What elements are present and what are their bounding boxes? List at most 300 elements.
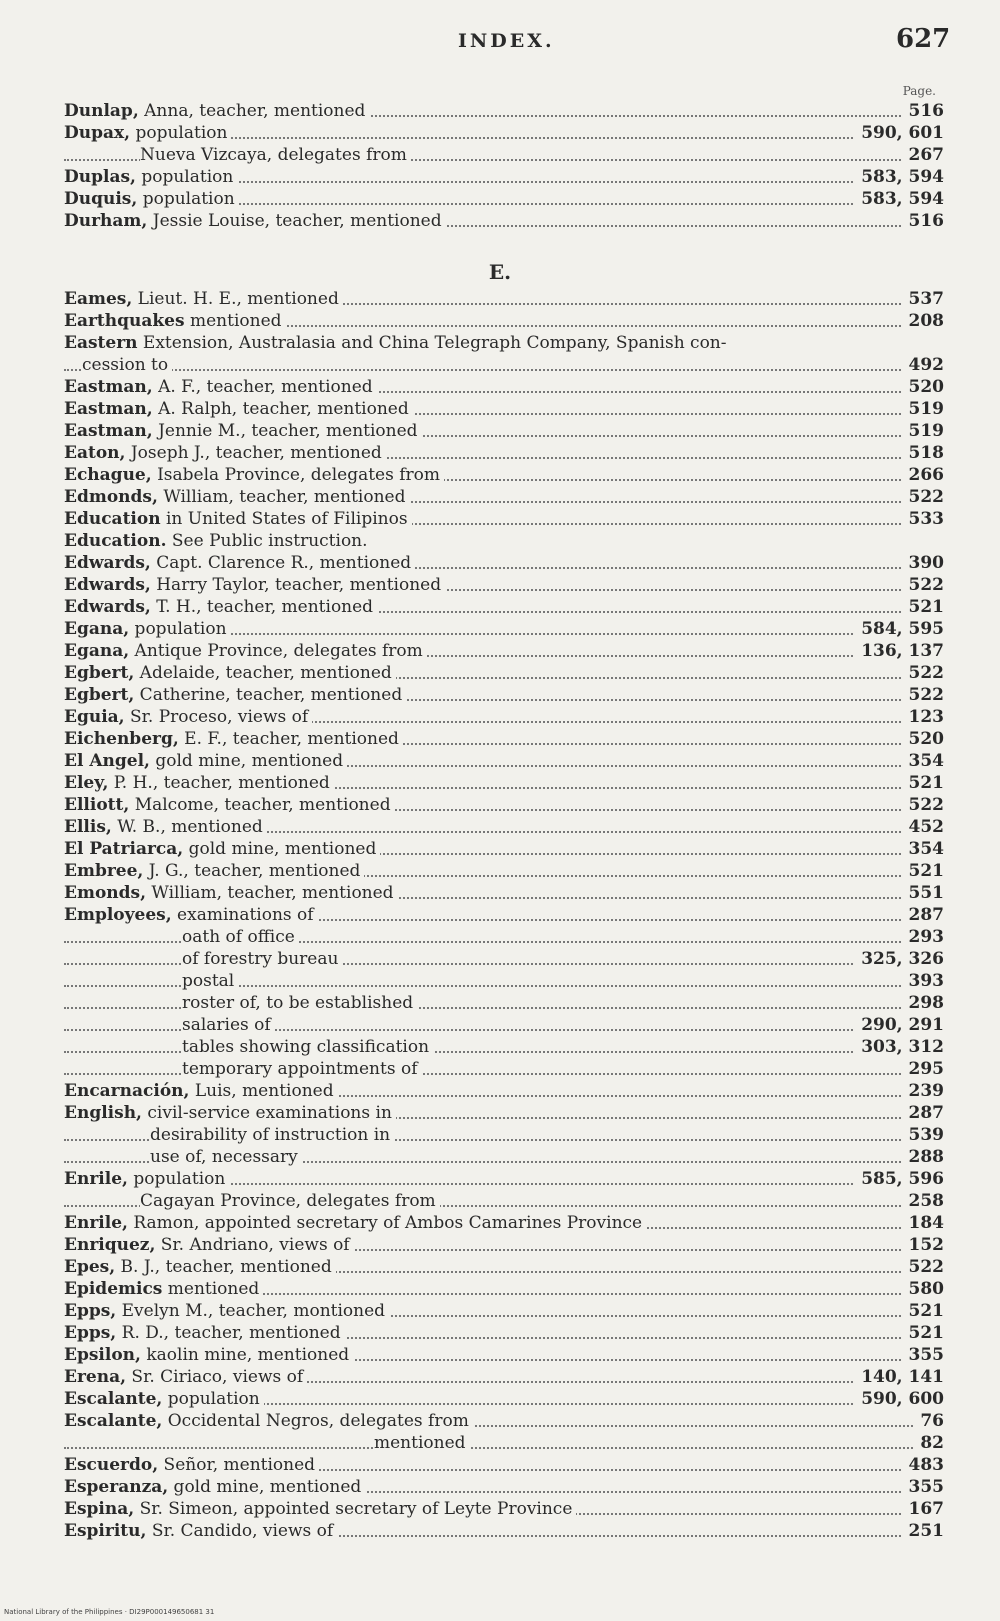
- entry-heading: Emonds,: [64, 883, 147, 903]
- page-reference: 492: [903, 354, 945, 376]
- entry-text: [182, 992, 417, 1014]
- leader-dots: [64, 1447, 944, 1449]
- entry-heading: Eastern: [64, 333, 138, 353]
- entry-subject: cession to: [82, 355, 169, 375]
- entry-subject: population: [129, 619, 227, 639]
- page-reference: 580: [903, 1278, 945, 1300]
- page-reference: 208: [903, 310, 945, 332]
- entry-text: [64, 1476, 365, 1498]
- page-reference: 251: [903, 1520, 945, 1542]
- index-entry: [64, 662, 944, 684]
- index-entry: [64, 530, 944, 552]
- index-entry: [64, 1432, 944, 1454]
- index-entry: [64, 1146, 944, 1168]
- section-heading-e: E.: [488, 260, 512, 284]
- index-entry: [64, 574, 944, 596]
- entry-subject: population: [162, 1389, 260, 1409]
- entry-subject: Sr. Simeon, appointed secretary of Leyte Province: [134, 1499, 573, 1519]
- entry-text: [64, 530, 372, 552]
- entry-subject: population: [135, 167, 234, 187]
- index-entry: [64, 1234, 944, 1256]
- page-reference: 519: [903, 398, 945, 420]
- entry-text: [64, 1322, 345, 1344]
- entry-heading: Erena,: [64, 1367, 127, 1387]
- entry-text: [64, 640, 427, 662]
- entry-subject: population: [130, 123, 228, 143]
- entry-subject: population: [137, 189, 235, 209]
- entry-text: [140, 144, 411, 166]
- entry-text: [64, 1498, 576, 1520]
- entry-text: [64, 332, 731, 354]
- entry-subject: P. H., teacher, mentioned: [108, 773, 330, 793]
- entry-text: [64, 574, 445, 596]
- index-entry: [64, 166, 944, 188]
- entry-text: [150, 1146, 302, 1168]
- page-reference: 76: [914, 1410, 944, 1432]
- entry-text: [182, 970, 238, 992]
- page-reference: 551: [903, 882, 945, 904]
- page-reference: 518: [903, 442, 945, 464]
- entry-heading: Eames,: [64, 289, 133, 309]
- page-reference: 184: [903, 1212, 945, 1234]
- page-reference: 325, 326: [855, 948, 944, 970]
- index-entry: [64, 1168, 944, 1190]
- page-reference: 140, 141: [855, 1366, 944, 1388]
- entry-subject: Anna, teacher, mentioned: [138, 101, 366, 121]
- entry-text: [64, 794, 395, 816]
- index-entry: [64, 376, 944, 398]
- page-reference: 298: [903, 992, 945, 1014]
- index-entry: [64, 706, 944, 728]
- entry-subject: Extension, Australasia and China Telegraph Company, Spanish con-: [137, 333, 727, 353]
- entry-subject: in United States of Filipinos: [160, 509, 408, 529]
- entry-text: [64, 750, 347, 772]
- page-reference: 516: [903, 100, 945, 122]
- index-entry: [64, 508, 944, 530]
- page-number: 627: [896, 24, 951, 54]
- page-reference: 583, 594: [855, 166, 944, 188]
- index-entry: [64, 332, 944, 354]
- entry-text: [64, 398, 413, 420]
- entry-text: [150, 1124, 394, 1146]
- entry-subject: Adelaide, teacher, mentioned: [134, 663, 392, 683]
- index-entry: [64, 420, 944, 442]
- entry-heading: Eguia,: [64, 707, 125, 727]
- entry-heading: Earthquakes: [64, 311, 185, 331]
- page-reference: 483: [903, 1454, 945, 1476]
- entry-text: [64, 1344, 353, 1366]
- index-entry: [64, 1520, 944, 1542]
- entry-text: [64, 1454, 319, 1476]
- index-entries-d: [64, 100, 944, 232]
- entry-heading: Edmonds,: [64, 487, 158, 507]
- entry-subject: mentioned: [374, 1433, 466, 1453]
- entry-subject: Jessie Louise, teacher, mentioned: [147, 211, 442, 231]
- index-entry: [64, 1476, 944, 1498]
- page-reference: 520: [903, 376, 945, 398]
- page-reference: 522: [903, 684, 945, 706]
- entry-text: [64, 662, 396, 684]
- page-reference: 522: [903, 1256, 945, 1278]
- entry-text: [182, 926, 299, 948]
- entry-heading: Escuerdo,: [64, 1455, 159, 1475]
- entry-subject: Sr. Andriano, views of: [155, 1235, 350, 1255]
- entry-heading: Espina,: [64, 1499, 135, 1519]
- entry-heading: Egbert,: [64, 685, 135, 705]
- index-entry: [64, 904, 944, 926]
- entry-text: [64, 816, 267, 838]
- index-entries-e: [64, 288, 944, 1542]
- index-entry: [64, 1080, 944, 1102]
- index-entry: [64, 882, 944, 904]
- entry-text: [64, 310, 286, 332]
- entry-heading: Eastman,: [64, 421, 153, 441]
- entry-heading: Education.: [64, 531, 167, 551]
- page-reference: 390: [903, 552, 945, 574]
- page-reference: 522: [903, 662, 945, 684]
- entry-subject: Joseph J., teacher, mentioned: [125, 443, 382, 463]
- entry-text: [64, 1256, 336, 1278]
- entry-subject: Jennie M., teacher, mentioned: [152, 421, 418, 441]
- page-reference: 267: [903, 144, 945, 166]
- page-reference: 533: [903, 508, 945, 530]
- entry-subject: salaries of: [182, 1015, 271, 1035]
- entry-subject: gold mine, mentioned: [168, 1477, 362, 1497]
- index-entry: [64, 1498, 944, 1520]
- index-entry: [64, 1454, 944, 1476]
- entry-subject: Occidental Negros, delegates from: [162, 1411, 469, 1431]
- entry-heading: Escalante,: [64, 1411, 163, 1431]
- entry-heading: Epsilon,: [64, 1345, 141, 1365]
- entry-subject: See Public instruction.: [166, 531, 368, 551]
- entry-text: [64, 1278, 263, 1300]
- entry-subject: oath of office: [182, 927, 295, 947]
- entry-heading: Epidemics: [64, 1279, 163, 1299]
- index-entry: [64, 310, 944, 332]
- entry-heading: Enriquez,: [64, 1235, 156, 1255]
- page-reference: 522: [903, 794, 945, 816]
- entry-text: [64, 684, 406, 706]
- entry-text: [64, 728, 403, 750]
- entry-heading: Eastman,: [64, 399, 153, 419]
- page-column-label: Page.: [902, 84, 936, 98]
- entry-text: [64, 1102, 396, 1124]
- page-reference: 537: [903, 288, 945, 310]
- entry-heading: Escalante,: [64, 1389, 163, 1409]
- index-entry: [64, 1388, 944, 1410]
- entry-text: [64, 706, 312, 728]
- index-entry: [64, 398, 944, 420]
- entry-text: [64, 376, 377, 398]
- page-reference: 355: [903, 1476, 945, 1498]
- index-entry: [64, 464, 944, 486]
- entry-heading: Epps,: [64, 1301, 117, 1321]
- entry-heading: Eichenberg,: [64, 729, 179, 749]
- entry-heading: Egana,: [64, 619, 130, 639]
- index-entry: [64, 1410, 944, 1432]
- entry-heading: Egbert,: [64, 663, 135, 683]
- page-reference: 295: [903, 1058, 945, 1080]
- entry-text: [64, 508, 412, 530]
- entry-text: [64, 618, 231, 640]
- entry-text: [64, 442, 386, 464]
- index-entry: [64, 684, 944, 706]
- index-entry: [64, 486, 944, 508]
- index-entry: [64, 288, 944, 310]
- index-entry: [64, 442, 944, 464]
- page-reference: 519: [903, 420, 945, 442]
- index-entry: [64, 100, 944, 122]
- index-entry: [64, 772, 944, 794]
- entry-heading: Echague,: [64, 465, 152, 485]
- index-entry: [64, 640, 944, 662]
- entry-text: [64, 420, 422, 442]
- entry-heading: Elliott,: [64, 795, 130, 815]
- entry-text: [64, 122, 231, 144]
- index-entry: [64, 1036, 944, 1058]
- page-reference: 521: [903, 596, 945, 618]
- page-reference: 539: [903, 1124, 945, 1146]
- running-title: INDEX.: [458, 30, 555, 52]
- page-reference: 290, 291: [855, 1014, 944, 1036]
- page-header: [0, 24, 1000, 64]
- entry-text: [64, 464, 444, 486]
- page-reference: 521: [903, 1300, 945, 1322]
- entry-heading: Espiritu,: [64, 1521, 147, 1541]
- index-entry: [64, 1278, 944, 1300]
- index-entry: [64, 838, 944, 860]
- entry-subject: population: [127, 1169, 226, 1189]
- entry-subject: Sr. Candido, views of: [146, 1521, 334, 1541]
- entry-heading: Eley,: [64, 773, 109, 793]
- entry-heading: Eastman,: [64, 377, 153, 397]
- page-reference: 522: [903, 574, 945, 596]
- entry-heading: Enrile,: [64, 1169, 128, 1189]
- entry-heading: Enrile,: [64, 1213, 128, 1233]
- page-reference: 520: [903, 728, 945, 750]
- entry-text: [64, 772, 334, 794]
- entry-subject: Evelyn M., teacher, montioned: [116, 1301, 386, 1321]
- index-entry: [64, 1014, 944, 1036]
- index-entry: [64, 1366, 944, 1388]
- entry-heading: Edwards,: [64, 575, 151, 595]
- index-entry: [64, 750, 944, 772]
- page-reference: 288: [903, 1146, 945, 1168]
- index-entry: [64, 354, 944, 376]
- index-entry: [64, 970, 944, 992]
- entry-text: [64, 552, 415, 574]
- page-reference: 293: [903, 926, 945, 948]
- entry-text: [64, 1234, 354, 1256]
- page-reference: 590, 600: [855, 1388, 944, 1410]
- index-entry: [64, 1212, 944, 1234]
- page-reference: 584, 595: [855, 618, 944, 640]
- entry-text: [64, 1080, 338, 1102]
- entry-heading: El Angel,: [64, 751, 150, 771]
- index-entry: [64, 1344, 944, 1366]
- page-reference: 393: [903, 970, 945, 992]
- entry-subject: desirability of instruction in: [150, 1125, 391, 1145]
- entry-heading: Edwards,: [64, 553, 151, 573]
- entry-text: [182, 948, 342, 970]
- entry-subject: gold mine, mentioned: [149, 751, 344, 771]
- index-entry: [64, 210, 944, 232]
- index-entry: [64, 122, 944, 144]
- entry-subject: gold mine, mentioned: [183, 839, 377, 859]
- page-reference: 287: [903, 904, 945, 926]
- page-reference: 585, 596: [855, 1168, 944, 1190]
- index-entry: [64, 618, 944, 640]
- index-entry: [64, 1124, 944, 1146]
- entry-subject: civil-service examinations in: [141, 1103, 392, 1123]
- entry-heading: Employees,: [64, 905, 172, 925]
- entry-heading: Duplas,: [64, 167, 136, 187]
- entry-heading: Ellis,: [64, 817, 112, 837]
- entry-subject: William, teacher, mentioned: [146, 883, 394, 903]
- entry-subject: T. H., teacher, mentioned: [150, 597, 374, 617]
- entry-text: [64, 100, 369, 122]
- entry-heading: Duquis,: [64, 189, 138, 209]
- entry-text: [64, 838, 380, 860]
- entry-text: [82, 354, 172, 376]
- entry-text: [64, 210, 446, 232]
- index-entry: [64, 188, 944, 210]
- entry-subject: Isabela Province, delegates from: [151, 465, 440, 485]
- entry-text: [182, 1058, 422, 1080]
- entry-subject: Sr. Ciriaco, views of: [126, 1367, 304, 1387]
- entry-subject: temporary appointments of: [182, 1059, 418, 1079]
- index-entry: [64, 1058, 944, 1080]
- entry-subject: tables showing classification: [182, 1037, 430, 1057]
- index-entry: [64, 1256, 944, 1278]
- entry-subject: Capt. Clarence R., mentioned: [150, 553, 412, 573]
- entry-text: [64, 1212, 646, 1234]
- index-entry: [64, 860, 944, 882]
- entry-text: [64, 1410, 473, 1432]
- entry-text: [64, 904, 318, 926]
- entry-subject: A. F., teacher, mentioned: [152, 377, 373, 397]
- index-entry: [64, 926, 944, 948]
- entry-subject: postal: [182, 971, 235, 991]
- page-reference: 123: [903, 706, 945, 728]
- entry-text: [140, 1190, 440, 1212]
- entry-subject: kaolin mine, mentioned: [140, 1345, 350, 1365]
- entry-heading: Embree,: [64, 861, 144, 881]
- index-entry: [64, 992, 944, 1014]
- entry-subject: use of, necessary: [150, 1147, 298, 1167]
- page-reference: 287: [903, 1102, 945, 1124]
- index-entry: [64, 948, 944, 970]
- entry-subject: Harry Taylor, teacher, mentioned: [150, 575, 442, 595]
- scan-footer: National Library of the Philippines · DI29P000149650681 31: [4, 1608, 215, 1616]
- page-reference: 590, 601: [855, 122, 944, 144]
- entry-heading: Epps,: [64, 1323, 117, 1343]
- entry-text: [64, 1168, 229, 1190]
- entry-subject: B. J., teacher, mentioned: [115, 1257, 332, 1277]
- entry-heading: Epes,: [64, 1257, 116, 1277]
- entry-text: [64, 1300, 389, 1322]
- entry-subject: of forestry bureau: [182, 949, 339, 969]
- index-entry: [64, 552, 944, 574]
- page-reference: 354: [903, 750, 945, 772]
- page-reference: 266: [903, 464, 945, 486]
- entry-heading: El Patriarca,: [64, 839, 184, 859]
- entry-heading: English,: [64, 1103, 142, 1123]
- entry-subject: A. Ralph, teacher, mentioned: [152, 399, 409, 419]
- index-entry: [64, 1190, 944, 1212]
- entry-text: [64, 166, 237, 188]
- entry-subject: Señor, mentioned: [158, 1455, 316, 1475]
- page-reference: 516: [903, 210, 945, 232]
- entry-text: [64, 188, 239, 210]
- entry-subject: William, teacher, mentioned: [157, 487, 406, 507]
- page-reference: 258: [903, 1190, 945, 1212]
- entry-subject: Cagayan Province, delegates from: [140, 1191, 436, 1211]
- entry-heading: Durham,: [64, 211, 148, 231]
- entry-subject: Ramon, appointed secretary of Ambos Camarines Province: [127, 1213, 643, 1233]
- entry-heading: Edwards,: [64, 597, 151, 617]
- index-entry: [64, 816, 944, 838]
- index-entry: [64, 1300, 944, 1322]
- entry-subject: J. G., teacher, mentioned: [143, 861, 361, 881]
- index-entry: [64, 596, 944, 618]
- entry-text: [182, 1014, 275, 1036]
- page-reference: 152: [903, 1234, 945, 1256]
- page-reference: 521: [903, 1322, 945, 1344]
- entry-text: [64, 860, 364, 882]
- entry-subject: E. F., teacher, mentioned: [178, 729, 399, 749]
- entry-subject: W. B., mentioned: [111, 817, 263, 837]
- entry-subject: Sr. Proceso, views of: [124, 707, 309, 727]
- entry-text: [64, 1366, 307, 1388]
- page-reference: 521: [903, 860, 945, 882]
- leader-dots: [64, 369, 944, 371]
- page-reference: 136, 137: [855, 640, 944, 662]
- entry-subject: mentioned: [162, 1279, 260, 1299]
- page-reference: 522: [903, 486, 945, 508]
- entry-subject: Antique Province, delegates from: [129, 641, 423, 661]
- index-entry: [64, 794, 944, 816]
- entry-subject: Luis, mentioned: [189, 1081, 334, 1101]
- entry-text: [64, 1520, 337, 1542]
- entry-text: [374, 1432, 470, 1454]
- page-reference: 354: [903, 838, 945, 860]
- entry-text: [64, 882, 398, 904]
- entry-subject: mentioned: [184, 311, 282, 331]
- entry-text: [64, 288, 343, 310]
- entry-text: [64, 486, 409, 508]
- entry-text: [182, 1036, 433, 1058]
- entry-heading: Egana,: [64, 641, 130, 661]
- entry-subject: Malcome, teacher, mentioned: [129, 795, 391, 815]
- page-reference: 355: [903, 1344, 945, 1366]
- entry-subject: examinations of: [171, 905, 314, 925]
- entry-heading: Esperanza,: [64, 1477, 169, 1497]
- entry-heading: Dupax,: [64, 123, 131, 143]
- index-entry: [64, 728, 944, 750]
- entry-text: [64, 596, 377, 618]
- page-reference: 239: [903, 1080, 945, 1102]
- page-reference: 167: [903, 1498, 945, 1520]
- entry-heading: Eaton,: [64, 443, 126, 463]
- entry-subject: R. D., teacher, mentioned: [116, 1323, 341, 1343]
- entry-text: [64, 1388, 264, 1410]
- page-reference: 82: [914, 1432, 944, 1454]
- page-reference: 452: [903, 816, 945, 838]
- page-reference: 303, 312: [855, 1036, 944, 1058]
- entry-heading: Education: [64, 509, 161, 529]
- entry-subject: roster of, to be established: [182, 993, 414, 1013]
